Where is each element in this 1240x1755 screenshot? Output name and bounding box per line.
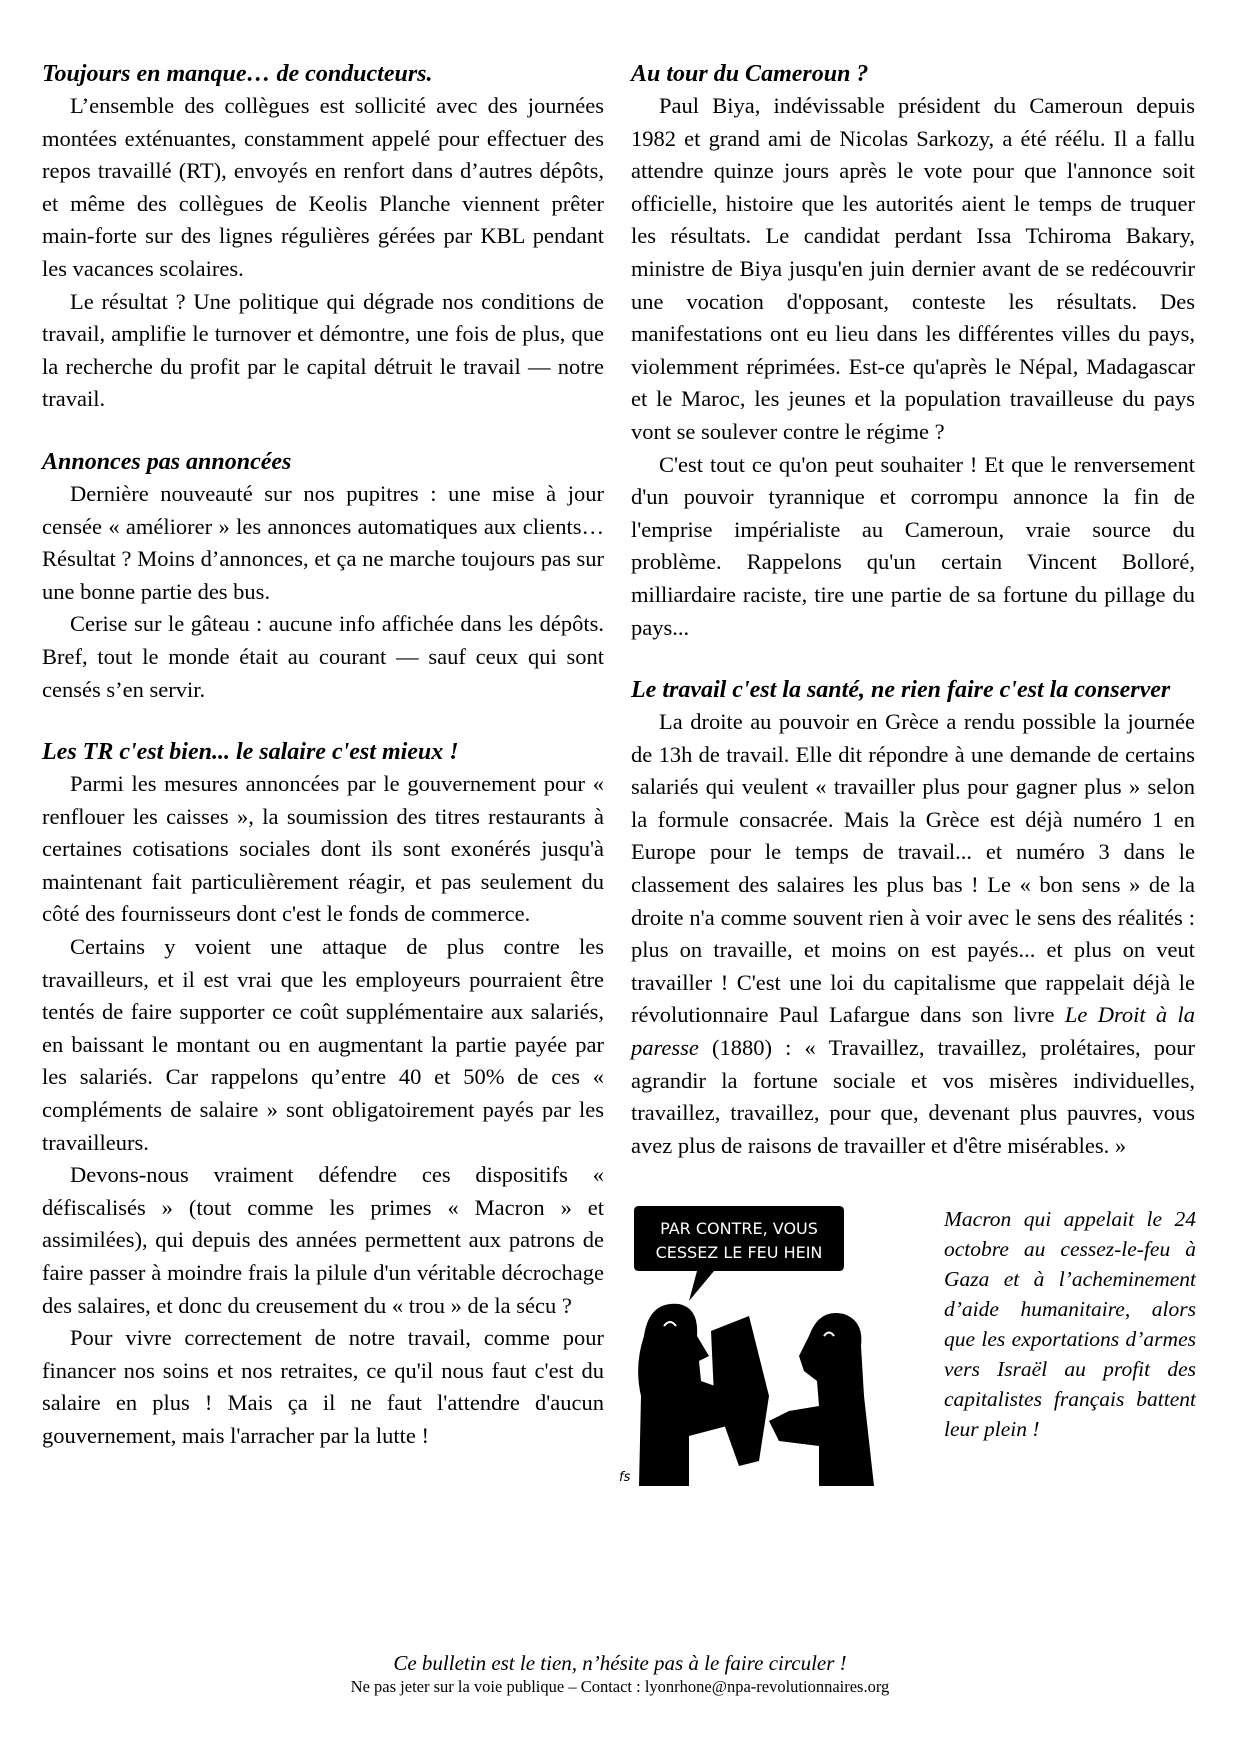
footer-contact: Ne pas jeter sur la voie publique – Contact : lyonrhone@npa-revolutionnaires.org	[350, 1677, 890, 1696]
right-column	[619, 58, 1196, 1496]
cartoon-image	[619, 1196, 879, 1491]
paragraph: Cerise sur le gâteau : aucune info affichée dans les dépôts. Bref, tout le monde était au courant — sauf ceux qui sont censés s’en servir.	[42, 611, 604, 702]
paragraph: L’ensemble des collègues est sollicité avec des journées montées exténuantes, constamment appelé pour effectuer des repos travaillé (RT), envoyés en renfort dans d’autres dépôts, et même des collègues de Keolis Planche viennent prêter main-forte sur des lignes régulières gérées par KBL pendant les vacances scolaires.	[42, 93, 604, 281]
footer-slogan: Ce bulletin est le tien, n’hésite pas à le faire circuler !	[393, 1651, 847, 1675]
paragraph: Paul Biya, indévissable président du Cameroun depuis 1982 et grand ami de Nicolas Sarkozy, a été réélu. Il a fallu attendre quinze jours après le vote pour que l'annonce soit officielle, histoire que les autorités aient le temps de truquer les résultats. Le candidat perdant Issa Tchiroma Bakary, ministre de Biya jusqu'en juin dernier avant de se redécouvrir une vocation d'opposant, conteste les résultats. Des manifestations ont eu lieu dans les différentes villes du pays, violemment réprimées. Est-ce qu'après le Népal, Madagascar et le Maroc, les jeunes et la population travailleuse du pays vont se soulever contre le régime ?	[631, 93, 1195, 444]
speech-text-1: PAR CONTRE, VOUS	[660, 1219, 818, 1239]
cartoon-signature: fs	[619, 1470, 631, 1486]
footer	[0, 1650, 1240, 1698]
paragraph: Parmi les mesures annoncées par le gouvernement pour « renflouer les caisses », la soumission des titres restaurants à certaines cotisations sociales dont ils sont exonérés jusqu'à maintenant fait particulièrement réagir, et pas seulement du côté des fournisseurs dont c'est le fonds de commerce.	[42, 771, 604, 927]
article-title-travail-sante: Le travail c'est la santé, ne rien faire c'est la conserver	[631, 677, 1171, 704]
paragraph: Pour vivre correctement de notre travail, comme pour financer nos soins et nos retraites, ce qu'il nous faut c'est du salaire en plus ! Mais ça il ne faut l'attendre d'aucun gouvernement, mais l'arracher par la lutte !	[42, 1325, 604, 1448]
book-title: Le Droit à la paresse	[631, 1002, 1195, 1061]
article-title-annonces: Annonces pas annoncées	[42, 448, 292, 475]
paragraph: Le résultat ? Une politique qui dégrade nos conditions de travail, amplifie le turnover et démontre, une fois de plus, que la recherche du profit par le capital détruit le travail — notre travail.	[42, 288, 604, 412]
paragraph: Dernière nouveauté sur nos pupitres : une mise à jour censée « améliorer » les annonces automatiques aux clients… Résultat ? Moins d’annonces, et ça ne marche toujours pas sur une bonne partie des bus.	[42, 480, 604, 604]
article-title-tr: Les TR c'est bien... le salaire c'est mieux !	[42, 739, 459, 766]
paragraph	[631, 706, 1195, 1162]
cartoon-block	[619, 1196, 1196, 1496]
article-title-conducteurs: Toujours en manque… de conducteurs.	[42, 61, 433, 87]
speech-text-2: CESSEZ LE FEU HEIN	[655, 1243, 823, 1263]
paragraph: Devons-nous vraiment défendre ces dispositifs « défiscalisés » (tout comme les primes « Macron » et assimilées), qui depuis des années permettent aux patrons de faire passer à moindre frais la pilule d'un véritable décrochage des salaires, et donc du creusement du « trou » de la sécu ?	[42, 1162, 604, 1318]
article-title-cameroun: Au tour du Cameroun ?	[631, 61, 869, 87]
cartoon-caption: Macron qui appelait le 24 octobre au cessez-le-feu à Gaza et à l’acheminement d’aide humanitaire, alors que les exportations d’armes vers Israël au profit des capitalistes français battent leur plein !	[944, 1207, 1196, 1442]
paragraph: C'est tout ce qu'on peut souhaiter ! Et que le renversement d'un pouvoir tyrannique et corrompu annonce la fin de l'emprise impérialiste au Cameroun, vraie source du problème. Rappelons qu'un certain Vincent Bolloré, milliardaire raciste, tire une partie de sa fortune du pillage du pays...	[631, 451, 1195, 640]
paragraph: Certains y voient une attaque de plus contre les travailleurs, et il est vrai que les employeurs pourraient être tentés de faire supporter ce coût supplémentaire aux salariés, en baissant le montant ou en augmentant la partie payée par les salariés. Car rappelons qu’entre 40 et 50% de ces « compléments de salaire » sont obligatoirement payés par les travailleurs.	[42, 934, 604, 1155]
paragraph-text: La droite au pouvoir en Grèce a rendu possible la journée de 13h de travail. Elle dit répondre à une demande de certains salariés qui veulent « travailler plus pour gagner plus » selon la formule consacrée. Mais la Grèce est déjà numéro 1 en Europe pour le temps de travail... et numéro 3 dans le classement des salaires les plus bas ! Le « bon sens » de la droite n'a comme souvent rien à voir avec le sens des réalités : plus on travaille, et moins on est payés... et plus on veut travailler ! C'est une loi du capitalisme que rappelait déjà le révolutionnaire Paul Lafargue dans son livre	[631, 709, 1195, 1028]
left-column	[42, 58, 604, 1453]
paragraph-text: (1880) : « Travaillez, travaillez, prolétaires, pour agrandir la fortune sociale et vos misères individuelles, travaillez, travaillez, pour que, devenant plus pauvres, vous avez plus de raisons de travailler et d'être misérables. »	[631, 1035, 1195, 1158]
